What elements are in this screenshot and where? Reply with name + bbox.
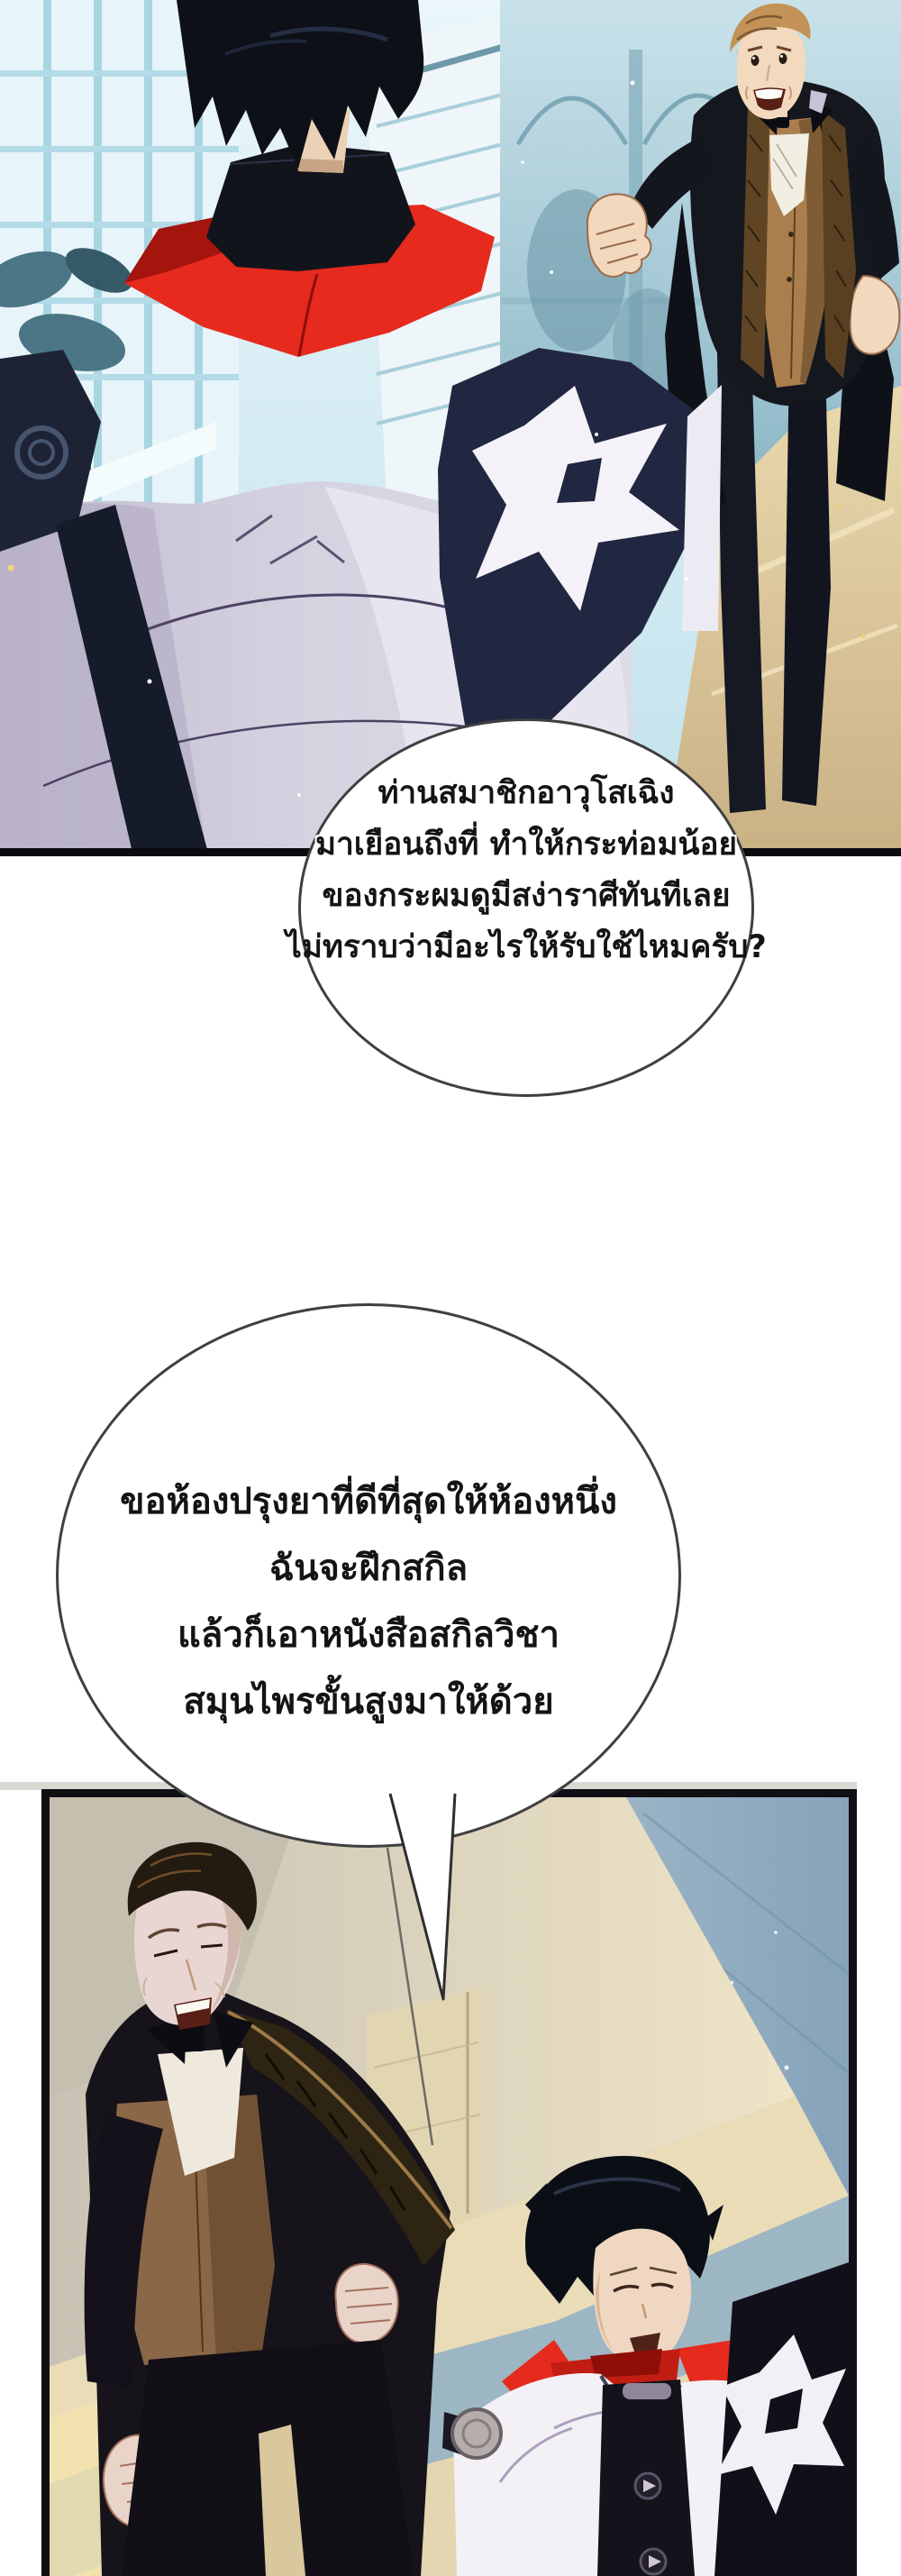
- bubble-2-line-1: ขอห้องปรุงยาที่ดีที่สุดให้ห้องหนึ่ง: [120, 1481, 617, 1522]
- bubble-2-line-4: สมุนไพรขั้นสูงมาให้ด้วย: [183, 1681, 554, 1722]
- speech-bubble-2: [56, 1303, 681, 1848]
- panel-1: [0, 0, 901, 856]
- speech-bubble-1: [286, 718, 767, 1097]
- bubble-1-line-2: มาเยือนถึงที่ ทำให้กระท่อมน้อย: [315, 827, 737, 863]
- bubble-1-line-4: ไม่ทราบว่ามีอะไรให้รับใช้ไหมครับ?: [286, 929, 767, 965]
- panel-1-artwork: [0, 0, 901, 856]
- bubble-1-line-1: ท่านสมาชิกอาวุโสเฉิง: [378, 775, 675, 811]
- butler-left-hand: [587, 194, 651, 277]
- bubble-1-line-3: ของกระผมดูมีสง่าราศีทันทีเลย: [322, 878, 731, 914]
- coat-clasp: [452, 2409, 501, 2458]
- speech-bubble-2-tail: [383, 1787, 464, 2013]
- bubble-2-line-2: ฉันจะฝึกสกิล: [268, 1548, 469, 1589]
- bubble-2-line-3: แล้วก็เอาหนังสือสกิลวิชา: [177, 1614, 560, 1656]
